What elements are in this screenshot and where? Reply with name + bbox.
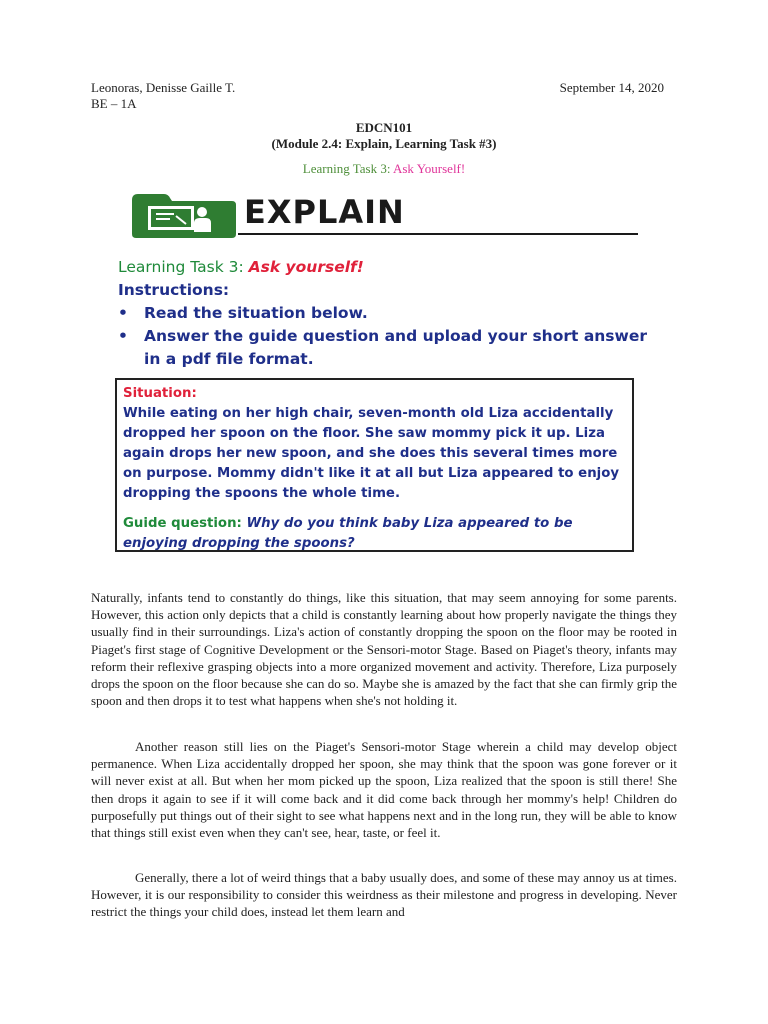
teacher-board-icon <box>128 192 238 238</box>
bullet-icon: • <box>118 304 128 322</box>
instruction-item: • Answer the guide question and upload your short answer in a pdf file format. <box>118 327 648 368</box>
bullet-icon: • <box>118 327 128 345</box>
instructions-block <box>118 256 658 371</box>
learning-task-name: Ask Yourself! <box>392 161 466 176</box>
submission-date: September 14, 2020 <box>559 80 664 95</box>
guide-question <box>123 514 626 554</box>
instructions-task-prefix: Learning Task 3: Ask yourself! <box>118 258 364 276</box>
course-code: EDCN101 <box>355 120 413 135</box>
instructions-task-name: Ask yourself! <box>248 258 364 276</box>
learning-task-title <box>0 161 768 177</box>
guide-question-label: Guide question: <box>123 516 242 531</box>
answer-paragraph-1: Naturally, infants tend to constantly do things, like this situation, that may seem annoying for some parents. However, this action only depicts that a child is constantly learning about how properly navigate the things they usually find in their surroundings. Liza's action of constantly dropping the spoon on the floor may be rooted in Piaget's first stage of Cognitive Development or the Sensori-motor Stage. Based on Piaget's theory, infants may reform their reflexive grasping objects into a more organized movement and activity. Therefore, Liza purposely drops the spoon on the floor because she can do so. Maybe she is amazed by the fact that she can firmly grip the spoon and then drops it to test what happens when she's not holding it. <box>91 590 677 709</box>
learning-task-prefix: Learning Task 3: <box>302 161 391 176</box>
module-title: (Module 2.4: Explain, Learning Task #3) <box>271 136 497 151</box>
student-name: Leonoras, Denisse Gaille T. <box>91 80 236 95</box>
answer-paragraph-2: Another reason still lies on the Piaget's Sensori-motor Stage wherein a child may develop object permanence. When Liza accidentally dropped her spoon, she may think that the spoon was gone forever or it will never exist at all. But when her mom picked up the spoon, Liza realized that the spoon is still there! She then drops it again to see if it will come back and it did come back through her mommy's help! Children do purposefully put things out of their sight to see what happens next and in the long run, they will be able to know that things still exist even when they can't see, hear, taste, or feel it. <box>91 739 677 841</box>
banner-underline <box>238 233 638 235</box>
situation-text: While eating on her high chair, seven-month old Liza accidentally dropped her spoon on the floor. She saw mommy pick it up. Liza again drops her new spoon, and she does this several times more on purpose. Mommy didn't like it at all but Liza appeared to enjoy dropping the spoons the whole time. <box>123 406 620 501</box>
explain-word: EXPLAIN <box>244 193 405 231</box>
instruction-item: • Read the situation below. <box>118 302 658 325</box>
guide-question-text: Why do you think baby Liza appeared to be enjoying dropping the spoons? <box>123 516 573 551</box>
answer-paragraph-3: Generally, there a lot of weird things that a baby usually does, and some of these may annoy us at times. However, it is our responsibility to consider this weirdness as their milestone and progress in developing. Never restrict the things your child does, instead let them learn and <box>91 870 677 920</box>
instructions-heading: Instructions: <box>118 281 230 299</box>
situation-box <box>115 378 634 552</box>
explain-banner <box>128 188 640 240</box>
instructions-task-line <box>118 256 658 279</box>
situation-label: Situation: <box>123 386 197 401</box>
student-section: BE – 1A <box>91 96 137 111</box>
